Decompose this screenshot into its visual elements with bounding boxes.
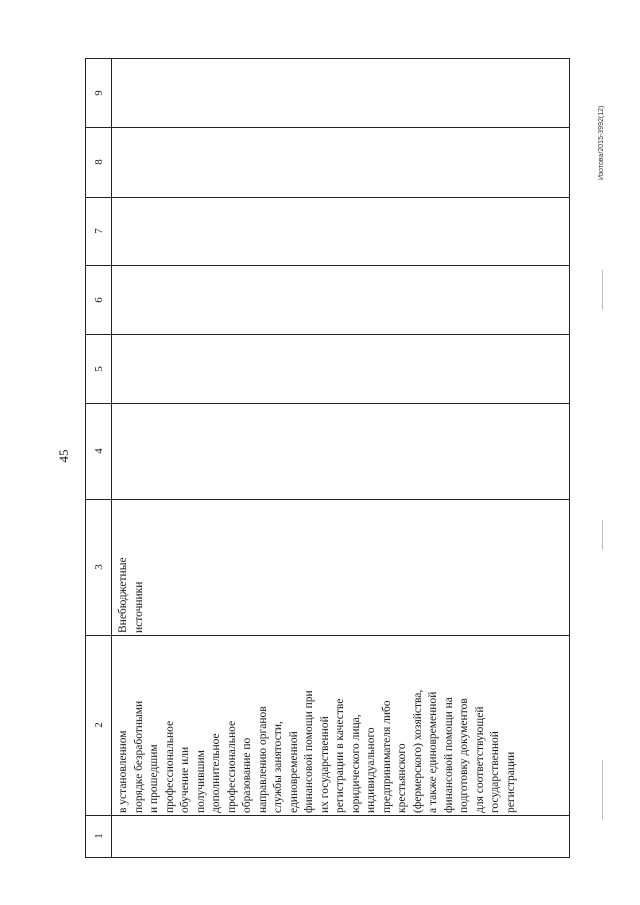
column-number: 7 xyxy=(92,228,105,234)
cell-line: для соответствующей xyxy=(473,706,486,813)
cell-line: получившим xyxy=(194,750,207,813)
cell-line: индивидуального xyxy=(365,727,377,813)
scan-artifact xyxy=(602,270,603,310)
cell-line: направлению органов xyxy=(256,706,269,813)
scan-artifact xyxy=(602,520,603,550)
column-divider xyxy=(86,403,569,404)
data-table xyxy=(85,58,570,858)
cell-line: обучение или xyxy=(179,746,191,813)
cell-line: образование по xyxy=(241,737,253,813)
column-divider xyxy=(86,635,569,636)
column-divider xyxy=(86,197,569,198)
cell-line: финансовой помощи на xyxy=(442,697,455,813)
column-number: 6 xyxy=(92,296,105,303)
cell-line: службы занятости, xyxy=(272,721,284,813)
cell-line: в установленном xyxy=(117,730,129,813)
column-number: 4 xyxy=(92,448,105,454)
cell-line: Внебюджетные xyxy=(117,557,129,633)
cell-line: порядке безработными xyxy=(132,700,145,813)
cell-col2-text xyxy=(116,690,519,813)
scan-artifact xyxy=(602,760,603,820)
cell-line: подготовку документов xyxy=(458,698,470,813)
cell-line: единовременной xyxy=(287,731,300,813)
column-number: 8 xyxy=(92,159,105,165)
column-number: 5 xyxy=(92,365,105,372)
page-number: 45 xyxy=(56,449,71,463)
cell-line: (фермерского) хозяйства, xyxy=(411,689,424,813)
cell-line: дополнительное xyxy=(210,733,222,813)
cell-line: государственной xyxy=(489,731,501,813)
cell-line: крестьянского xyxy=(396,743,408,813)
margin-note: Изотова/2015-3992(12) xyxy=(598,105,605,180)
cell-line: регистрации в качестве xyxy=(334,698,346,813)
column-divider xyxy=(86,815,569,816)
column-divider xyxy=(86,499,569,500)
cell-line: источники xyxy=(132,581,145,633)
column-number: 9 xyxy=(92,90,105,96)
column-number: 3 xyxy=(92,564,105,570)
cell-line: их государственной xyxy=(318,716,331,813)
cell-line: профессиональное xyxy=(225,720,238,813)
cell-line: финансовой помощи при xyxy=(303,690,315,813)
column-divider xyxy=(86,265,569,266)
cell-line: профессиональное xyxy=(163,720,176,813)
header-separator xyxy=(111,59,112,857)
cell-line: и прошедшим xyxy=(148,744,160,813)
cell-line: юридического лица, xyxy=(349,714,362,813)
cell-col3-text xyxy=(116,557,147,633)
column-divider xyxy=(86,127,569,128)
column-number: 1 xyxy=(92,833,105,839)
column-divider xyxy=(86,334,569,335)
cell-line: регистрации xyxy=(504,751,517,813)
cell-line: предпринимателя либо xyxy=(380,700,393,813)
cell-line: а также единовременной xyxy=(427,691,439,813)
column-number: 2 xyxy=(92,722,105,728)
